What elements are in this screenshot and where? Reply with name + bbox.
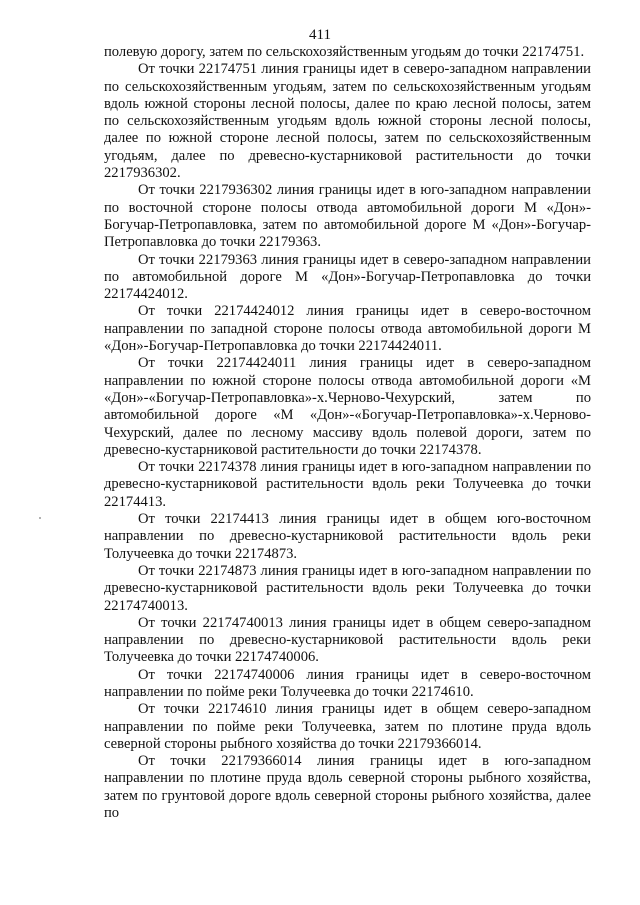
paragraph-13: От точки 22179366014 линия границы идет в юго-западном направлении по плотине пруда вдоль северной стороны рыбного хозяйства, затем по грунтовой дороге вдоль северной стороны рыбного хозяйства, далее по [104,753,591,822]
scan-speck [39,517,41,519]
paragraph-12: От точки 22174610 линия границы идет в общем северо-западном направлении по пойме реки Толучеевка, затем по плотине пруда вдоль северной стороны рыбного хозяйства до точки 22179366014. [104,701,591,752]
document-body [104,44,591,822]
page-number: 411 [309,27,331,43]
paragraph-1: полевую дорогу, затем по сельскохозяйственным угодьям до точки 22174751. [104,44,585,60]
paragraph-5: От точки 22174424012 линия границы идет в северо-восточном направлении по западной стороне полосы отвода автомобильной дороги М «Дон»-Богучар-Петропавловка до точки 22174424011. [104,303,591,355]
paragraph-3: От точки 2217936302 линия границы идет в юго-западном направлении по восточной стороне полосы отвода автомобильной дороги М «Дон»-Богучар-Петропавловка, затем по автомобильной дороге М «Дон»-Богучар-Петропавловка до точки 22179363. [104,182,591,251]
paragraph-10: От точки 22174740013 линия границы идет в общем северо-западном направлении по древесно-кустарниковой растительности вдоль реки Толучеевка до точки 22174740006. [104,614,591,666]
paragraph-6: От точки 22174424011 линия границы идет в северо-западном направлении по южной стороне полосы отвода автомобильной дороги «М «Дон»-«Богучар-Петропавловка»-х.Черново-Чехурский, затем по автомобильной дороге «М «Дон»-«Богучар-Петропавловка»-х.Черново-Чехурский, далее по лесному массиву вдоль полевой дороги, затем по древесно-кустарниковой растительности до точки 22174378. [104,355,591,458]
paragraph-2: От точки 22174751 линия границы идет в северо-западном направлении по сельскохозяйственным угодьям, затем по сельскохозяйственным угодьям вдоль южной стороны лесной полосы, далее по краю лесной полосы, затем по сельскохозяйственным угодьям вдоль южной стороны лесной полосы, далее по южной стороне лесной полосы, затем по сельскохозяйственным угодьям, далее по древесно-кустарниковой растительности до точки 2217936302. [104,61,591,182]
paragraph-9: От точки 22174873 линия границы идет в юго-западном направлении по древесно-кустарниковой растительности вдоль реки Толучеевка до точки 22174740013. [104,562,591,614]
paragraph-7: От точки 22174378 линия границы идет в юго-западном направлении по древесно-кустарниковой растительности вдоль реки Толучеевка до точки 22174413. [104,459,591,510]
paragraph-4: От точки 22179363 линия границы идет в северо-западном направлении по автомобильной дороге М «Дон»-Богучар-Петропавловка до точки 22174424012. [104,251,591,303]
paragraph-8: От точки 22174413 линия границы идет в общем юго-восточном направлении по древесно-кустарниковой растительности вдоль реки Толучеевка до точки 22174873. [104,511,591,562]
paragraph-11: От точки 22174740006 линия границы идет в северо-восточном направлении по пойме реки Толучеевка до точки 22174610. [104,666,591,700]
